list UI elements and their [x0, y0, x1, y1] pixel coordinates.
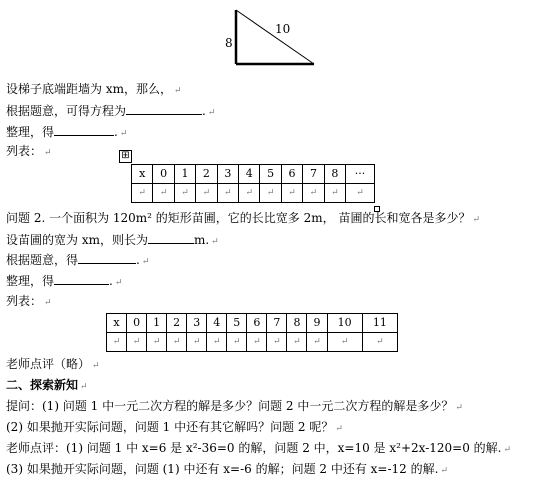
text-line-10 [6, 356, 100, 374]
table-cell: 2 [167, 314, 187, 333]
table-cell: 0 [127, 314, 147, 333]
table-cell: 3 [217, 165, 238, 184]
table-cell: 6 [247, 314, 267, 333]
table-cell-empty[interactable]: ↵ [303, 184, 324, 203]
unit-text: m. [193, 233, 210, 247]
simplify-blank[interactable] [54, 123, 114, 136]
table-cell: 10 [327, 314, 362, 333]
length-blank[interactable] [148, 231, 194, 244]
table-cell-empty[interactable]: ↵ [207, 333, 227, 352]
figure-label-8: 8 [225, 36, 233, 50]
equation-blank[interactable] [126, 102, 202, 115]
table-cell-empty[interactable]: ↵ [362, 333, 397, 352]
return-mark: ↵ [80, 382, 88, 392]
table-cell-empty[interactable]: ↵ [167, 333, 187, 352]
return-mark: ↵ [173, 86, 182, 96]
table-cell-empty[interactable]: ↵ [281, 184, 302, 203]
period: . [136, 253, 140, 267]
table-cell-empty[interactable]: ↵ [267, 333, 287, 352]
return-mark: ↵ [335, 424, 343, 434]
table-cell: 8 [324, 165, 345, 184]
table-cell: 1 [174, 165, 195, 184]
equation2-blank[interactable] [78, 251, 136, 264]
table-cell-empty[interactable]: ↵ [174, 184, 195, 203]
table-cell-empty[interactable]: ↵ [346, 184, 375, 203]
return-mark: ↵ [92, 361, 100, 371]
text-line-9 [6, 293, 52, 311]
table-cell: 0 [153, 165, 174, 184]
table-cell: 9 [307, 314, 327, 333]
table-cell: 1 [147, 314, 167, 333]
table-cell: 4 [207, 314, 227, 333]
text-line-13 [6, 419, 343, 437]
section-heading: 二、探索新知 [6, 378, 79, 392]
table-cell-empty[interactable]: ↵ [187, 333, 207, 352]
table1-header-row [132, 165, 375, 184]
table-cell-empty[interactable]: ↵ [132, 184, 153, 203]
table-cell-empty[interactable]: ↵ [217, 184, 238, 203]
return-mark: ↵ [44, 148, 52, 158]
table-cell-empty[interactable]: ↵ [327, 333, 362, 352]
simplify2-blank[interactable] [54, 272, 109, 285]
table-move-handle-icon[interactable]: ⊞ [119, 150, 132, 163]
table-cell-empty[interactable]: ↵ [307, 333, 327, 352]
line3-text: 整理，得 [6, 125, 55, 139]
text-line-11 [6, 377, 88, 395]
question-1-text: 提问：(1) 问题 1 中一元二次方程的解是多少？问题 2 中一元二次方程的解是多少？ [6, 399, 454, 413]
table-cell: 6 [281, 165, 302, 184]
table-cell: x [132, 165, 153, 184]
table-cell: 8 [287, 314, 307, 333]
table-cell: 11 [362, 314, 397, 333]
text-line-5 [6, 210, 480, 228]
return-mark: ↵ [207, 108, 216, 118]
text-line-1 [6, 81, 182, 99]
table-cell-empty[interactable]: ↵ [247, 333, 267, 352]
line6-text: 设苗圃的宽为 xm，则长为 [6, 233, 148, 247]
text-line-8 [6, 272, 122, 291]
table-cell-empty[interactable]: ↵ [239, 184, 260, 203]
line9-text: 列表： [6, 294, 43, 308]
table-cell: ··· [346, 165, 375, 184]
question-2-text: (2) 如果抛开实际问题，问题 1 中还有其它解吗？问题 2 呢？ [6, 420, 334, 434]
text-line-4 [6, 143, 52, 161]
table-cell: 2 [196, 165, 217, 184]
table-cell-empty[interactable]: ↵ [227, 333, 247, 352]
triangle-figure [224, 4, 324, 70]
value-table-2 [106, 313, 398, 352]
line4-text: 列表： [6, 144, 43, 158]
answer-3-text: (3) 如果抛开实际问题，问题 (1) 中还有 x=-6 的解；问题 2 中还有 x=-12 的解. [6, 462, 439, 476]
return-mark: ↵ [440, 466, 448, 476]
table-cell: 7 [303, 165, 324, 184]
return-mark: ↵ [503, 445, 512, 455]
table2-header-row [107, 314, 398, 333]
table-cell-empty[interactable]: ↵ [196, 184, 217, 203]
text-line-12 [6, 398, 463, 416]
table-cell-empty[interactable]: ↵ [147, 333, 167, 352]
return-mark: ↵ [119, 129, 128, 139]
return-mark: ↵ [114, 278, 123, 288]
table2-value-row [107, 333, 398, 352]
text-line-6 [6, 231, 219, 250]
return-mark: ↵ [472, 215, 480, 225]
value-table-1 [131, 164, 375, 203]
return-mark: ↵ [455, 403, 463, 413]
table-cell-empty[interactable]: ↵ [127, 333, 147, 352]
period: . [109, 274, 113, 288]
period: . [114, 125, 118, 139]
figure-label-10: 10 [275, 22, 291, 36]
table-cell: 3 [187, 314, 207, 333]
table-cell: 7 [267, 314, 287, 333]
table-cell: x [107, 314, 127, 333]
table-cell-empty[interactable]: ↵ [324, 184, 345, 203]
period: . [202, 104, 206, 118]
table-cell-empty[interactable]: ↵ [153, 184, 174, 203]
return-mark: ↵ [141, 257, 150, 267]
line7-text: 根据题意，得 [6, 253, 79, 267]
table-cell: 5 [227, 314, 247, 333]
return-mark: ↵ [211, 237, 219, 247]
text-line-15 [6, 461, 448, 479]
table-cell: 5 [260, 165, 281, 184]
text-line-14 [6, 440, 511, 458]
table-cell-empty[interactable]: ↵ [287, 333, 307, 352]
return-mark: ↵ [44, 298, 52, 308]
text-line-2 [6, 102, 215, 121]
teacher-comment-short: 老师点评（略） [6, 357, 91, 371]
line8-text: 整理，得 [6, 274, 55, 288]
problem2-text: 问题 2. 一个面积为 120m² 的矩形苗圃，它的长比宽多 2m， 苗圃的长和宽各是多少？ [6, 211, 471, 225]
table1-value-row [132, 184, 375, 203]
table-cell: 4 [239, 165, 260, 184]
line1-text: 设梯子底端距墙为 xm，那么， [6, 82, 172, 96]
text-line-7 [6, 251, 149, 270]
line2-text: 根据题意，可得方程为 [6, 104, 127, 118]
text-line-3 [6, 123, 127, 142]
table-cell-empty[interactable]: ↵ [107, 333, 127, 352]
table-cell-empty[interactable]: ↵ [260, 184, 281, 203]
teacher-answer-text: 老师点评：(1) 问题 1 中 x=6 是 x²-36=0 的解，问题 2 中，x=10 是 x²+2x-120=0 的解. [6, 441, 502, 455]
